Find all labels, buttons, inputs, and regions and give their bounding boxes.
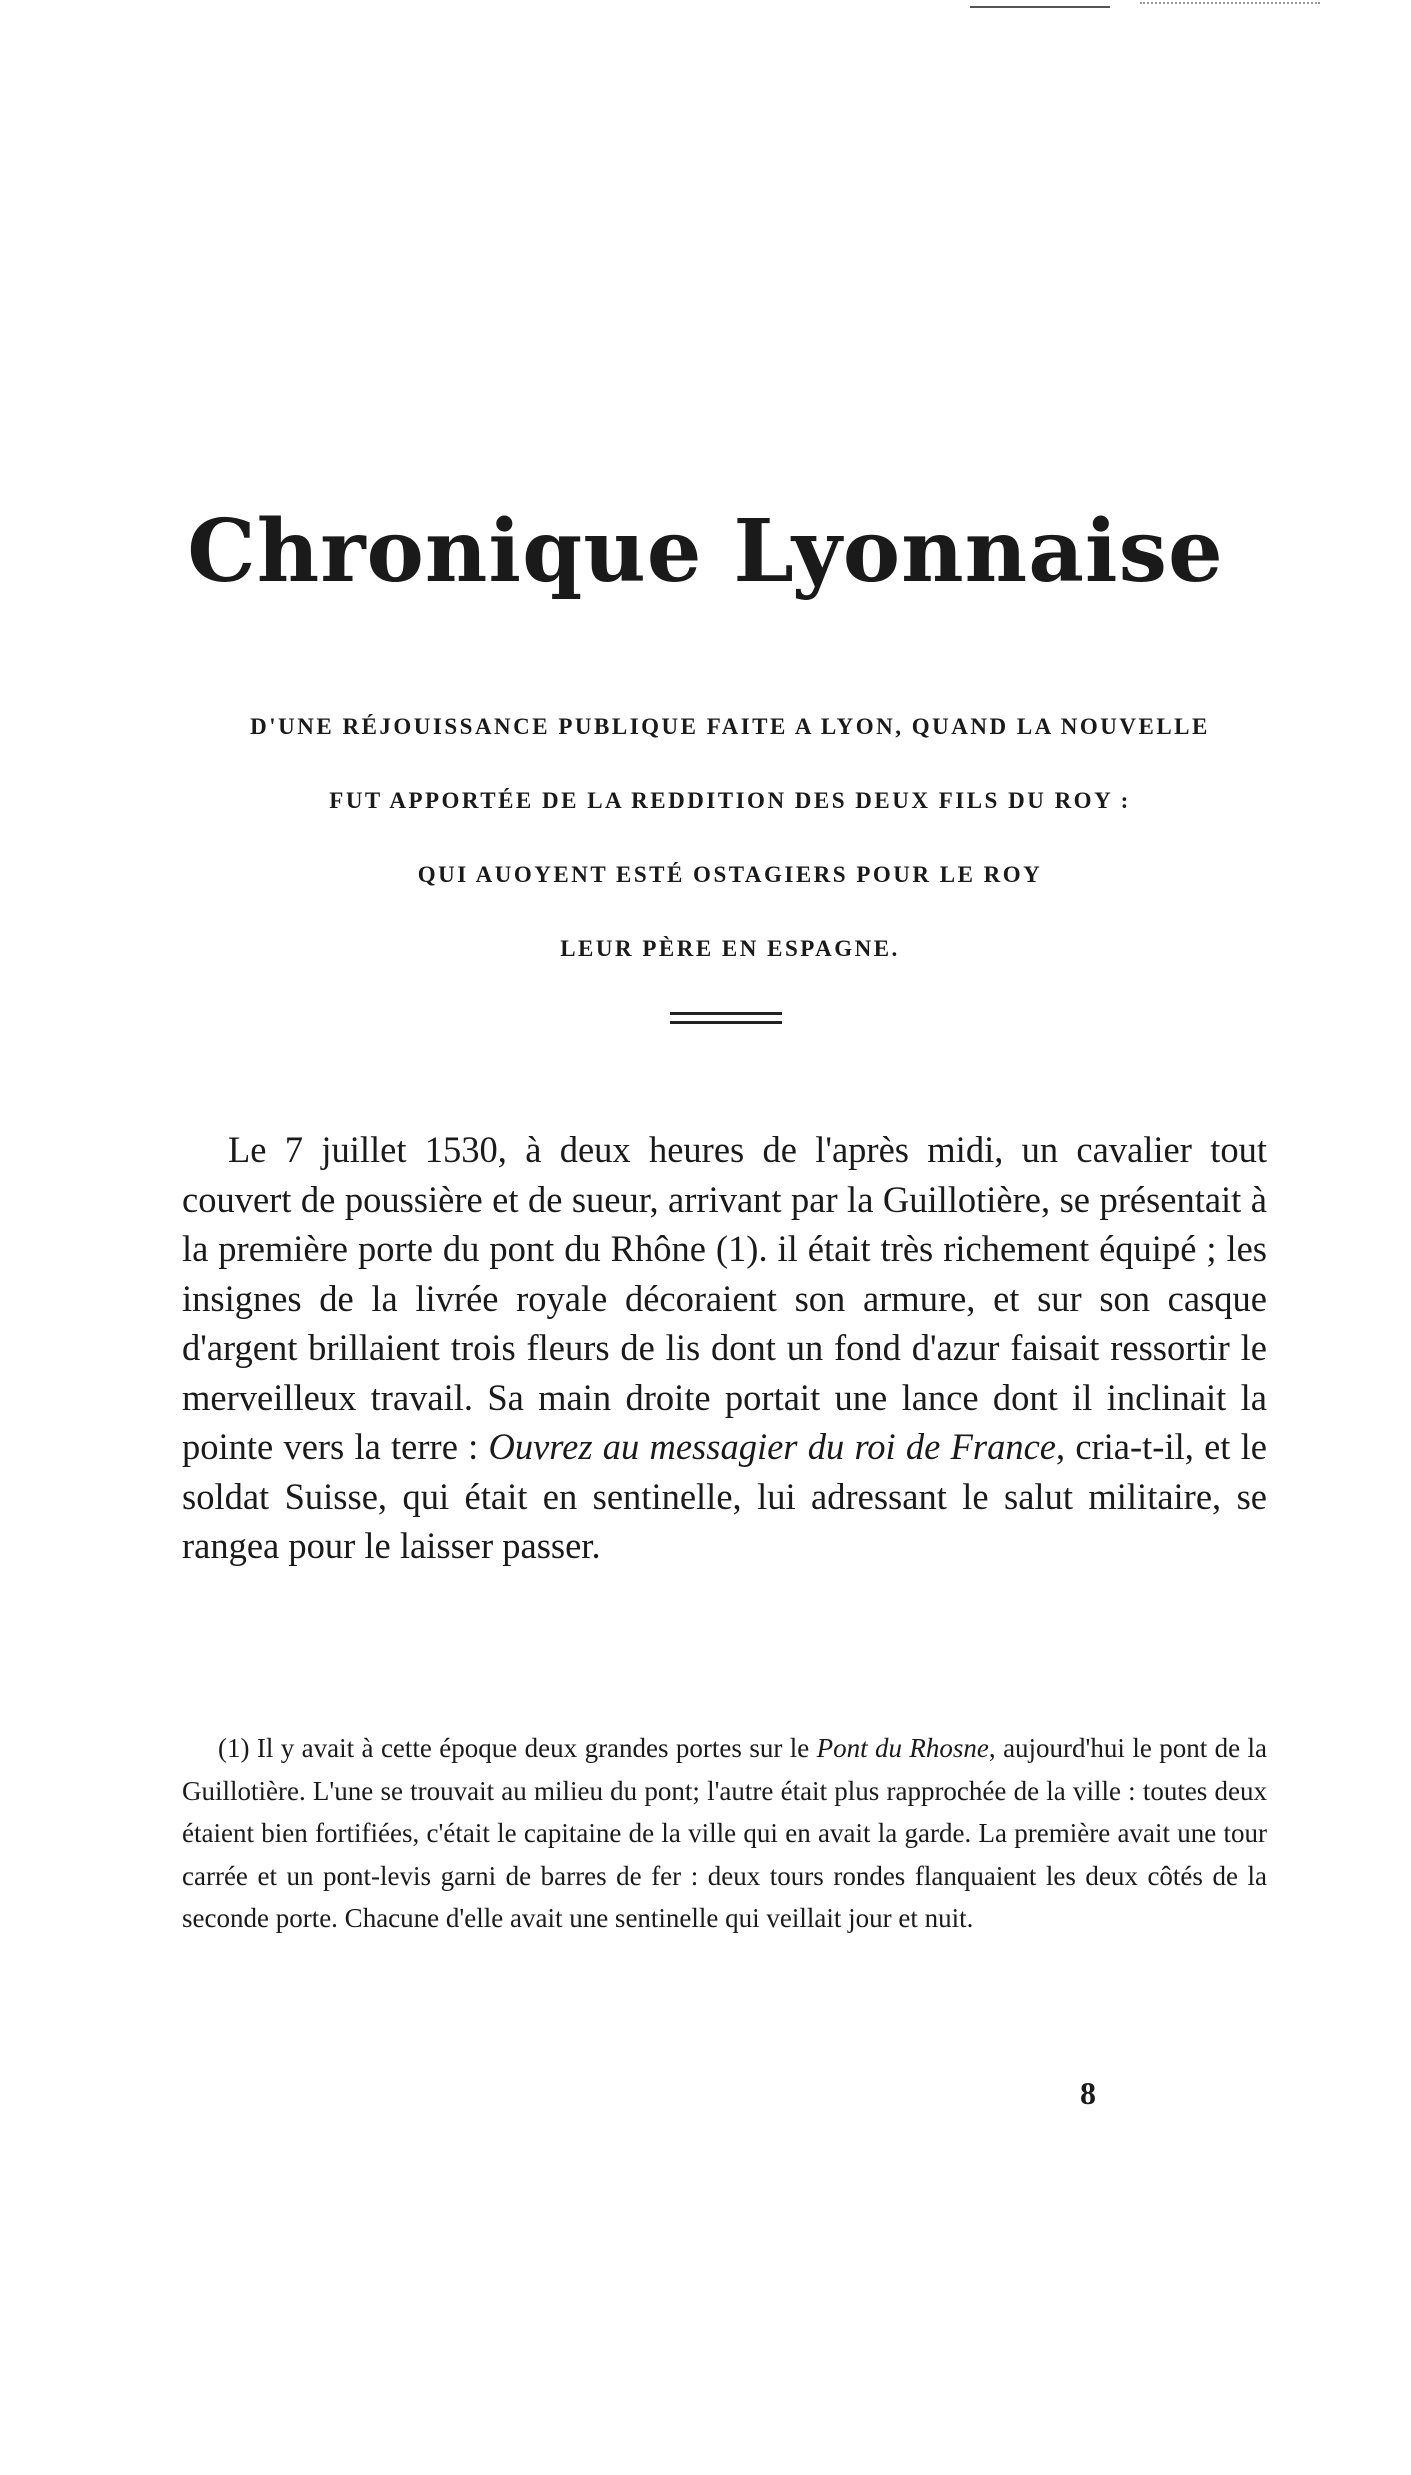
subtitle-line: LEUR PÈRE EN ESPAGNE. xyxy=(560,936,900,961)
top-edge-dots xyxy=(1140,2,1320,4)
footnote xyxy=(182,1727,1267,1940)
main-paragraph xyxy=(182,1125,1267,1571)
main-paragraph-quote: Ouvrez au messagier du roi de France xyxy=(488,1426,1056,1467)
footnote-part1: (1) Il y avait à cette époque deux grandes portes sur le xyxy=(218,1733,817,1763)
section-divider xyxy=(670,1012,782,1030)
page-number: 8 xyxy=(1080,2075,1096,2111)
subtitle-line: D'UNE RÉJOUISSANCE PUBLIQUE FAITE A LYON, QUAND LA NOUVELLE xyxy=(250,714,1210,739)
footnote-italic: Pont du Rhosne xyxy=(816,1733,989,1763)
page-title: Chronique Lyonnaise xyxy=(187,501,1224,602)
footnote-part2: , aujourd'hui le pont de la Guillotière. L'une se trouvait au milieu du pont; l'autre était plus rapprochée de la ville : toutes deux étaient bien fortifiées, c'était le capitaine de la ville qui en avait la garde. La première avait une tour carrée et un pont-levis garni de barres de fer : deux tours rondes flanquaient les deux côtés de la seconde porte. Chacune d'elle avait une sentinelle qui veillait jour et nuit. xyxy=(182,1733,1267,1933)
top-edge-rule xyxy=(970,6,1110,8)
main-paragraph-part1: Le 7 juillet 1530, à deux heures de l'après midi, un cavalier tout couvert de poussière et de sueur, arrivant par la Guillotière, se présentait à la première porte du pont du Rhône (1). il était très richement équipé ; les insignes de la livrée royale décoraient son armure, et sur son casque d'argent brillaient trois fleurs de lis dont un fond d'azur faisait ressortir le merveilleux travail. Sa main droite portait une lance dont il inclinait la pointe vers la terre : xyxy=(182,1129,1267,1467)
subtitle xyxy=(180,690,1280,986)
subtitle-line: FUT APPORTÉE DE LA REDDITION DES DEUX FILS DU ROY : xyxy=(329,788,1131,813)
divider-line xyxy=(670,1021,782,1024)
subtitle-line: QUI AUOYENT ESTÉ OSTAGIERS POUR LE ROY xyxy=(417,862,1043,887)
main-paragraph-part2: , cria-t-il, et le soldat Suisse, qui était en sentinelle, lui adressant le salut militaire, se rangea pour le laisser passer. xyxy=(182,1426,1267,1566)
divider-line xyxy=(670,1012,782,1015)
